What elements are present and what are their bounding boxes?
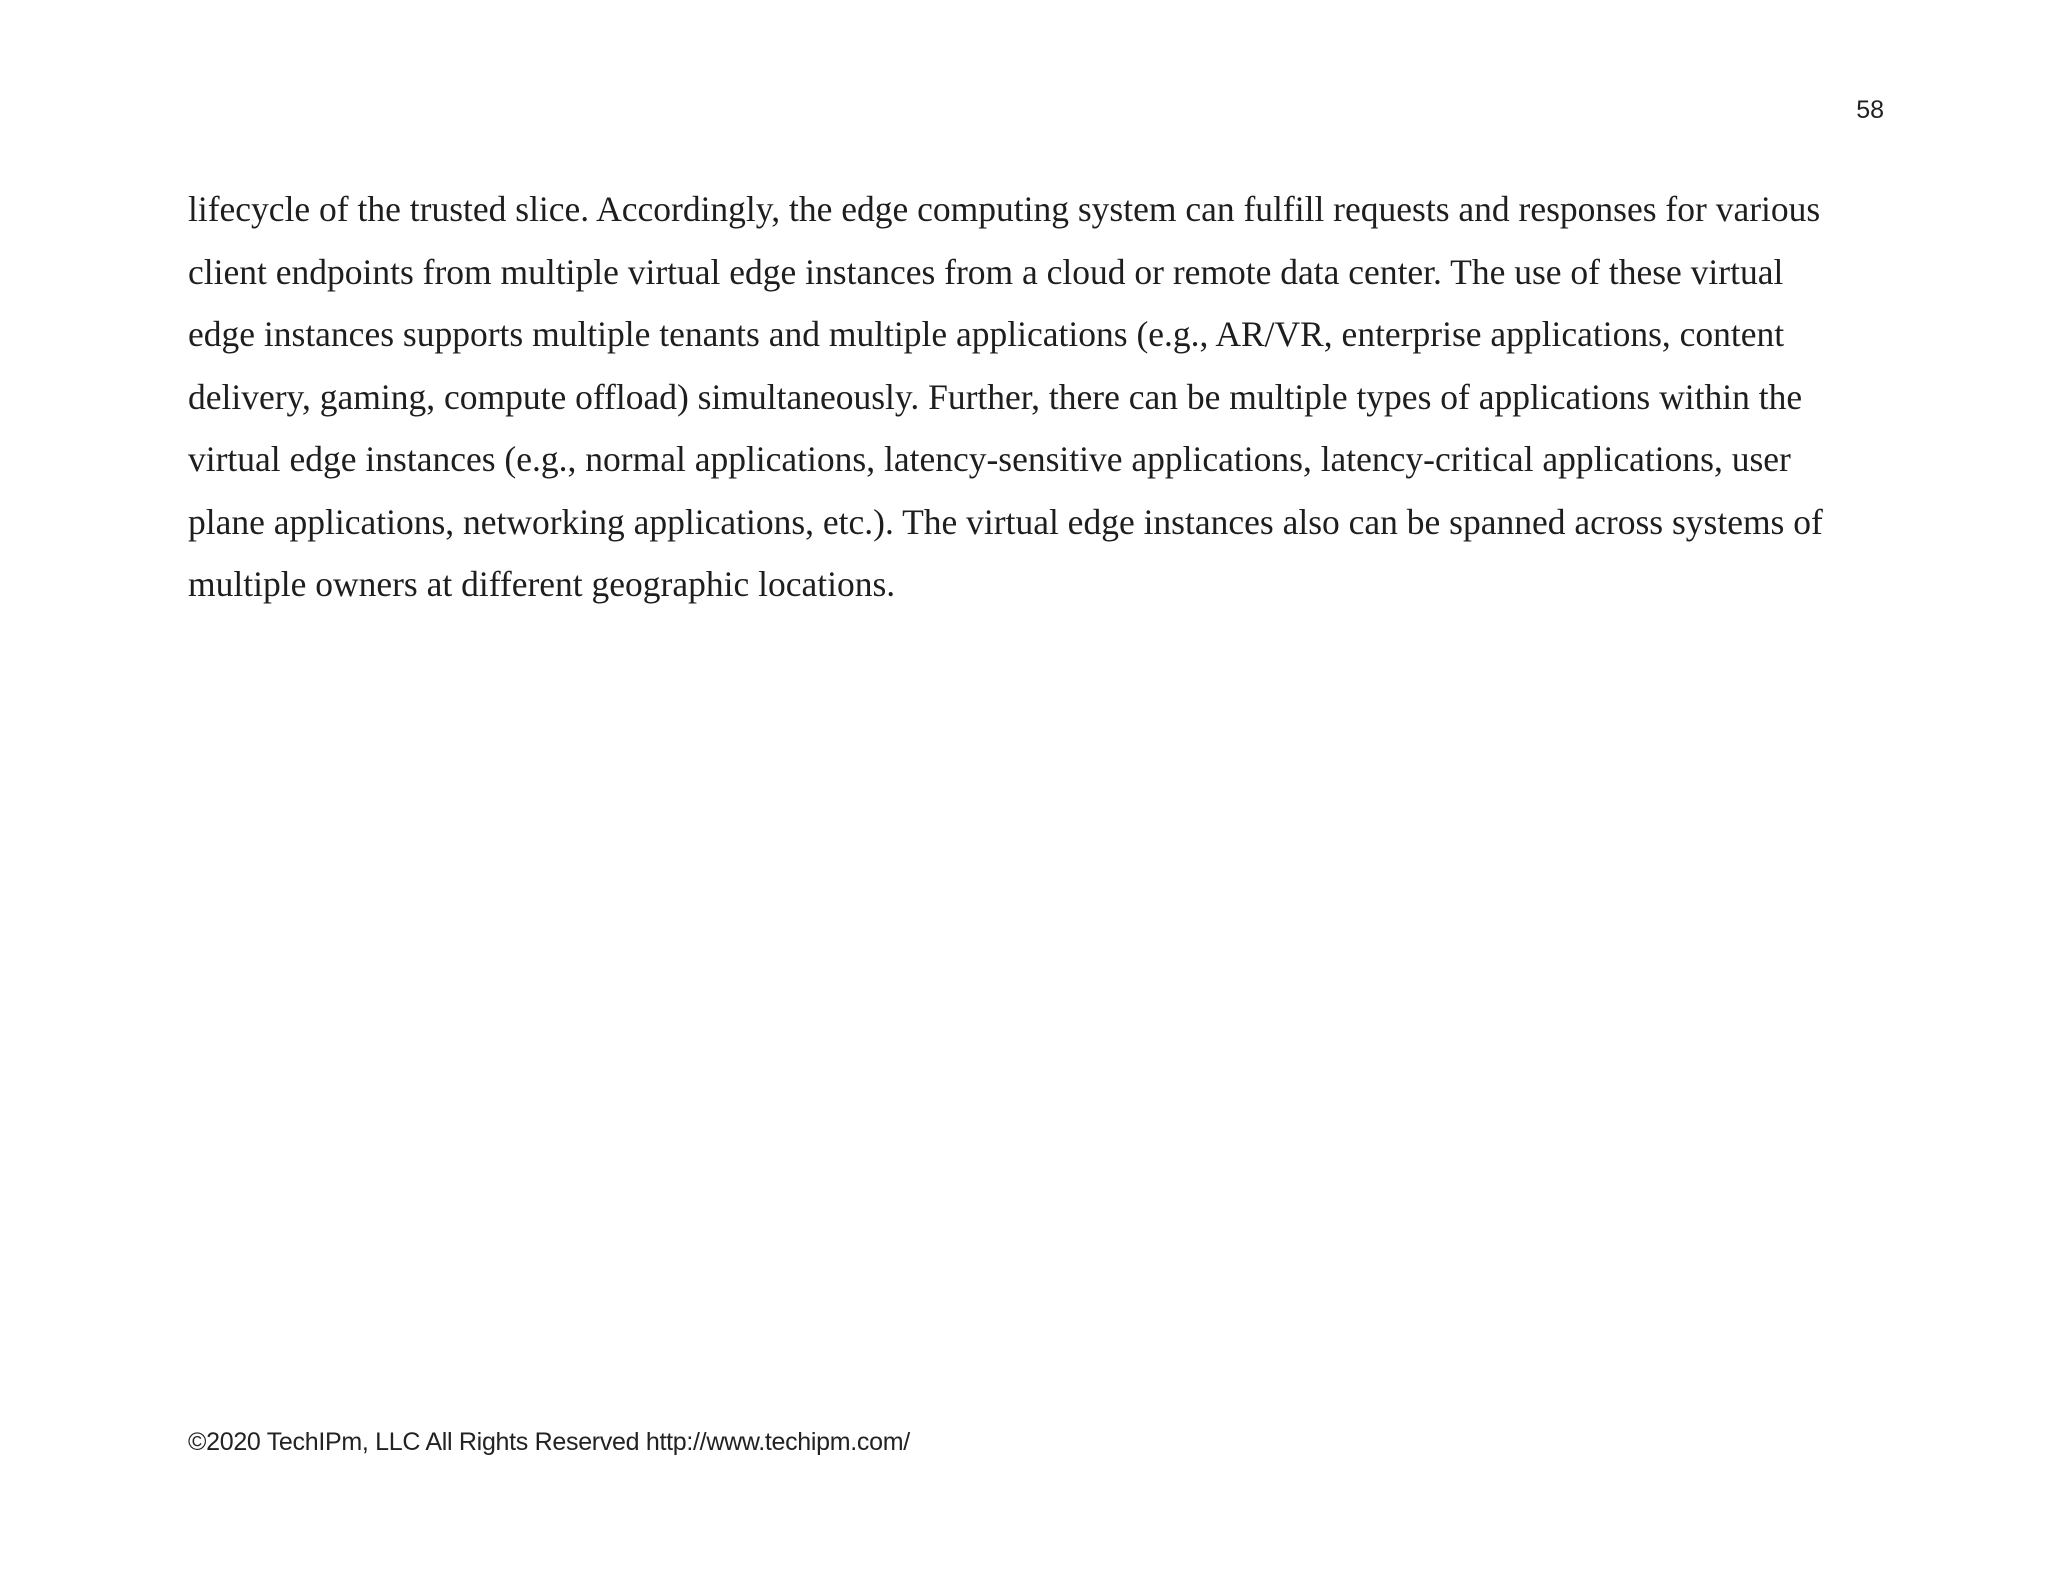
body-paragraph bbox=[188, 178, 1868, 616]
copyright-footer: ©2020 TechIPm, LLC All Rights Reserved http://www.techipm.com/ bbox=[188, 1428, 910, 1456]
paragraph-line: virtual edge instances (e.g., normal applications, latency-sensitive applications, latency-critical applications, user bbox=[188, 439, 1791, 479]
page-number: 58 bbox=[1856, 96, 1884, 124]
paragraph-line: multiple owners at different geographic locations. bbox=[188, 564, 896, 604]
paragraph-line: edge instances supports multiple tenants and multiple applications (e.g., AR/VR, enterprise applications, content bbox=[188, 314, 1785, 354]
paragraph-line: plane applications, networking applications, etc.). The virtual edge instances also can be spanned across systems of bbox=[188, 501, 1823, 542]
paragraph-line: delivery, gaming, compute offload) simultaneously. Further, there can be multiple types of applications within the bbox=[188, 376, 1803, 417]
paragraph-line: client endpoints from multiple virtual edge instances from a cloud or remote data center. The use of these virtual bbox=[188, 251, 1784, 292]
paragraph-line: lifecycle of the trusted slice. Accordingly, the edge computing system can fulfill requests and responses for various bbox=[188, 189, 1821, 229]
